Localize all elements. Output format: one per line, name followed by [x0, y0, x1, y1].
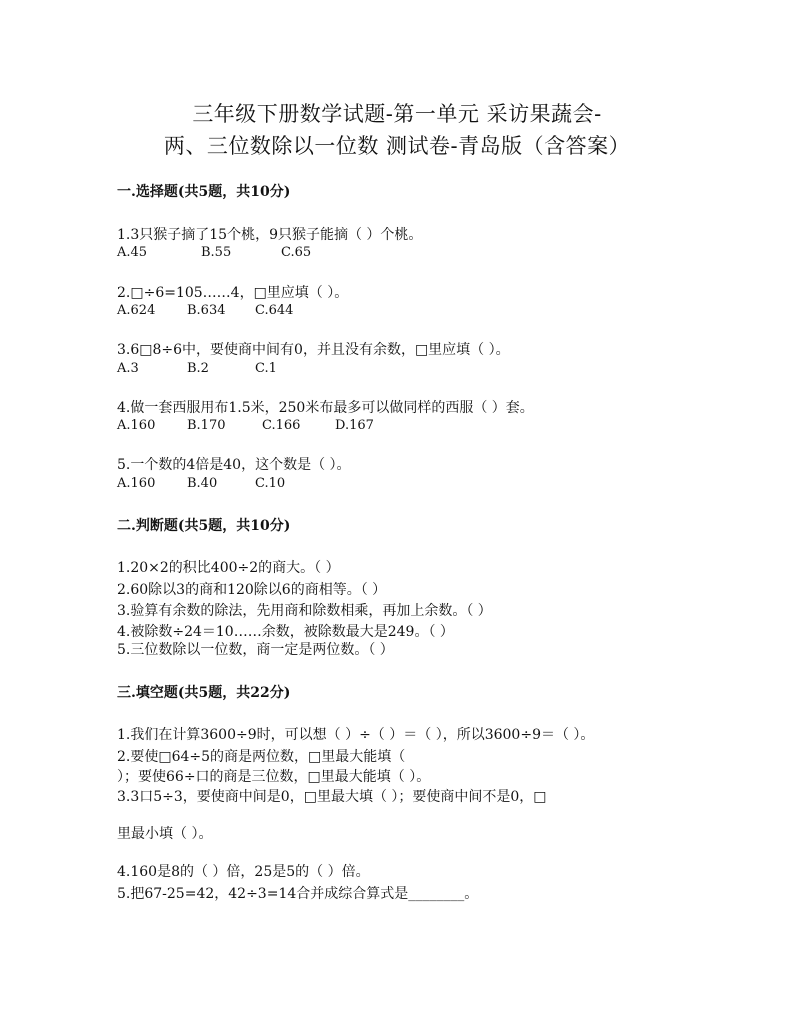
fill-question-1: 1.我们在计算3600÷9时，可以想（ ）÷（ ）＝（ ），所以3600÷9＝（ ）。 — [117, 727, 595, 743]
section-heading-judgment: 二.判断题(共5题，共10分) — [117, 518, 291, 534]
judgment-question-3: 3.验算有余数的除法，先用商和除数相乘，再加上余数。（ ） — [117, 603, 492, 619]
option-d: D.167 — [335, 418, 374, 433]
choice-question-4: 4.做一套西服用布1.5米，250米布最多可以做同样的西服（ ）套。 — [117, 400, 534, 416]
choice-question-5: 5.一个数的4倍是40，这个数是（ ）。 — [117, 457, 351, 473]
option-a: A.624 — [117, 303, 156, 318]
option-b: B.2 — [187, 361, 209, 376]
fill-question-3-continued: 里最小填（ ）。 — [117, 826, 213, 842]
option-a: A.45 — [117, 245, 148, 260]
judgment-question-4: 4.被除数÷24＝10……余数，被除数最大是249。（ ） — [117, 624, 454, 640]
fill-question-2: 2.要使□64÷5的商是两位数，□里最大能填（ — [117, 749, 406, 765]
option-b: B.634 — [187, 303, 226, 318]
option-c: C.65 — [281, 245, 312, 260]
judgment-question-2: 2.60除以3的商和120除以6的商相等。（ ） — [117, 582, 387, 598]
section-heading-choice: 一.选择题(共5题，共10分) — [117, 184, 291, 200]
option-c: C.10 — [255, 476, 286, 491]
judgment-question-5: 5.三位数除以一位数，商一定是两位数。（ ） — [117, 642, 394, 658]
option-a: A.160 — [117, 418, 156, 433]
option-b: B.170 — [187, 418, 226, 433]
fill-question-3: 3.3口5÷3，要使商中间是0，□里最大填（ ）；要使商中间不是0，□ — [117, 789, 547, 805]
option-c: C.644 — [255, 303, 294, 318]
option-c: C.1 — [255, 361, 277, 376]
choice-question-3: 3.6□8÷6中，要使商中间有0，并且没有余数，□里应填（ ）。 — [117, 342, 510, 358]
fill-question-2-continued: ）；要使66÷口的商是三位数，□里最大能填（ ）。 — [117, 769, 431, 785]
option-a: A.160 — [117, 476, 156, 491]
page-title-line-2: 两、三位数除以一位数 测试卷-青岛版（含答案） — [163, 134, 631, 158]
option-a: A.3 — [117, 361, 139, 376]
page-title-line-1: 三年级下册数学试题-第一单元 采访果蔬会- — [192, 102, 602, 126]
choice-question-1: 1.3只猴子摘了15个桃，9只猴子能摘（ ）个桃。 — [117, 227, 423, 243]
fill-question-5: 5.把67-25=42，42÷3=14合并成综合算式是________。 — [117, 886, 479, 902]
choice-question-2: 2.□÷6=105……4，□里应填（ ）。 — [117, 285, 349, 301]
option-b: B.55 — [201, 245, 232, 260]
fill-question-4: 4.160是8的（ ）倍，25是5的（ ）倍。 — [117, 864, 370, 880]
section-heading-fill-in: 三.填空题(共5题，共22分) — [117, 685, 291, 701]
judgment-question-1: 1.20×2的积比400÷2的商大。（ ） — [117, 560, 340, 576]
option-b: B.40 — [187, 476, 218, 491]
option-c: C.166 — [262, 418, 301, 433]
